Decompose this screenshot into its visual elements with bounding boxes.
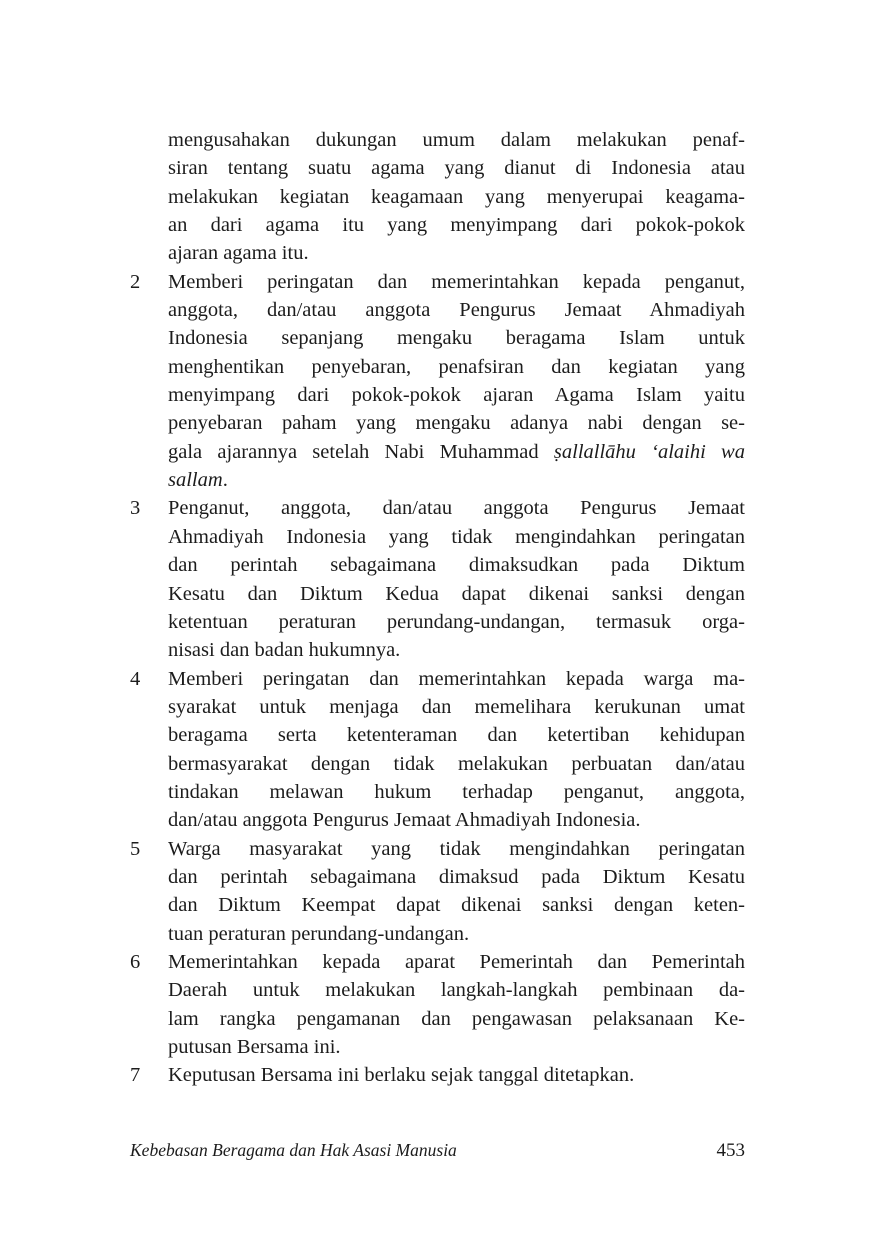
text-line: bermasyarakat dengan tidak melakukan perbuatan dan/atau [168,752,745,775]
item-number: 5 [130,837,141,860]
text-line: Penganut, anggota, dan/atau anggota Pengurus Jemaat [168,497,745,520]
item-number: 4 [130,667,141,690]
text-line: Kesatu dan Diktum Kedua dapat dikenai sanksi dengan [168,582,745,605]
list-item-7 [130,1061,745,1089]
text-line: dan Diktum Keempat dapat dikenai sanksi dengan keten- [168,894,745,917]
item-text [168,494,745,664]
text-line: menyimpang dari pokok-pokok ajaran Agama Islam yaitu [168,384,745,407]
list-item-5 [130,835,745,948]
list-item-4 [130,665,745,835]
text-line: siran tentang suatu agama yang dianut di Indonesia atau [168,157,745,180]
text-line: tindakan melawan hukum terhadap penganut, anggota, [168,780,745,803]
text-line: Warga masyarakat yang tidak mengindahkan peringatan [168,837,745,860]
item-number: 2 [130,270,141,293]
text-line: dan perintah sebagaimana dimaksudkan pada Diktum [168,554,745,577]
text-line: Memberi peringatan dan memerintahkan kepada penganut, [168,270,745,293]
item-number: 6 [130,950,141,973]
text-line: Keputusan Bersama ini berlaku sejak tanggal ditetapkan. [168,1064,635,1087]
text-line: mengusahakan dukungan umum dalam melakukan penaf- [168,129,745,151]
text-line: Daerah untuk melakukan langkah-langkah pembinaan da- [168,979,745,1002]
text-line: ketentuan peraturan perundang-undangan, termasuk orga- [168,610,745,633]
text-line: tuan peraturan perundang-undangan. [168,922,470,945]
page-number: 453 [716,1140,745,1161]
text-line: ajaran agama itu. [168,242,309,265]
text-line: dan/atau anggota Pengurus Jemaat Ahmadiyah Indonesia. [168,809,641,832]
text-line: beragama serta ketenteraman dan ketertiban kehidupan [168,724,745,747]
text-line: Ahmadiyah Indonesia yang tidak mengindahkan peringatan [168,525,745,548]
item-text [168,835,745,948]
italic-phrase: ṣallallāhu ‘alaihi wa [553,440,745,463]
continuation-paragraph [168,126,745,268]
page-footer [130,1140,745,1162]
text-line: gala ajarannya setelah Nabi Muhammad ṣallallāhu ‘alaihi wa [168,440,745,463]
text-line: sallam. [168,469,228,492]
text-line: menghentikan penyebaran, penafsiran dan kegiatan yang [168,355,745,378]
item-text [168,1061,745,1089]
list-item-6 [130,948,745,1061]
italic-phrase: sallam [168,469,223,492]
text-line: anggota, dan/atau anggota Pengurus Jemaat Ahmadiyah [168,299,745,322]
page-body-text [130,126,745,1090]
item-number: 7 [130,1064,141,1087]
list-item-3 [130,494,745,664]
item-text [168,268,745,495]
item-number: 3 [130,497,141,520]
text-line: melakukan kegiatan keagamaan yang menyerupai keagama- [168,185,745,208]
text-line: dan perintah sebagaimana dimaksud pada Diktum Kesatu [168,865,745,888]
running-footer-title: Kebebasan Beragama dan Hak Asasi Manusia [130,1140,457,1160]
list-item-2 [130,268,745,495]
text-line: lam rangka pengamanan dan pengawasan pelaksanaan Ke- [168,1007,745,1030]
text-line: an dari agama itu yang menyimpang dari pokok-pokok [168,214,745,237]
text-line: Memerintahkan kepada aparat Pemerintah dan Pemerintah [168,950,745,973]
text-line: syarakat untuk menjaga dan memelihara kerukunan umat [168,695,745,718]
text-line: penyebaran paham yang mengaku adanya nabi dengan se- [168,412,745,435]
text-line: Memberi peringatan dan memerintahkan kepada warga ma- [168,667,745,690]
text-line: putusan Bersama ini. [168,1036,341,1058]
item-text [168,948,745,1061]
text-line: nisasi dan badan hukumnya. [168,639,401,662]
item-text [168,665,745,835]
text-line: Indonesia sepanjang mengaku beragama Islam untuk [168,327,745,350]
